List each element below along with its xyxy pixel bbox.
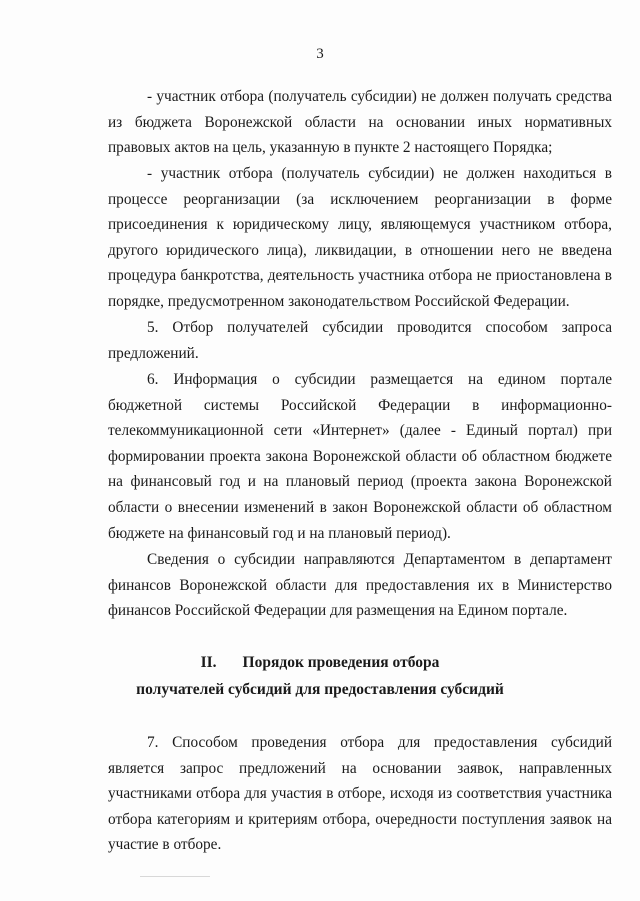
section-heading bbox=[0, 654, 640, 672]
paragraph-no-reorganization: - участник отбора (получатель субсидии) не должен находиться в процессе реорганизации (за исключением реорганизации в форме присоединения к юридическому лицу, являющемуся участником отбора, другого юридического лица), ликвидации, в отношении него не введена процедура банкротства, деятельность участника отбора не приостановлена в порядке, предусмотренном законодательством Российской Федерации. bbox=[108, 165, 612, 310]
paragraph-item-6: 6. Информация о субсидии размещается на едином портале бюджетной системы Российской Федерации в информационно-телекоммуникационной сети «Интернет» (далее - Единый портал) при формировании проекта закона Воронежской области об областном бюджете на финансовый год и на плановый период (проекта закона Воронежской области о внесении изменений в закон Воронежской области об областном бюджете на финансовый год и на плановый период). bbox=[108, 371, 612, 542]
section-number: II. bbox=[200, 654, 217, 671]
section-heading-line2: получателей субсидий для предоставления субсидий bbox=[136, 681, 504, 698]
paragraph-item-7: 7. Способом проведения отбора для предоставления субсидий является запрос предложений на основании заявок, направленных участниками отбора для участия в отборе, исходя из соответствия участника отбора категориям и критериям отбора, очередности поступления заявок на участие в отборе. bbox=[108, 734, 612, 854]
page-number: 3 bbox=[316, 46, 324, 62]
paragraph-no-other-budget-funds: - участник отбора (получатель субсидии) не должен получать средства из бюджета Воронежской области на основании иных нормативных правовых актов на цель, указанную в пункте 2 настоящего Порядка; bbox=[108, 88, 612, 157]
paragraph-subsidy-info: Сведения о субсидии направляются Департаментом в департамент финансов Воронежской области для предоставления их в Министерство финансов Российской Федерации для размещения на Едином портале. bbox=[108, 551, 612, 620]
paragraph-item-5: 5. Отбор получателей субсидии проводится способом запроса предложений. bbox=[108, 319, 612, 362]
scan-artifact bbox=[140, 876, 210, 877]
section-title-line1: Порядок проведения отбора bbox=[242, 654, 440, 671]
